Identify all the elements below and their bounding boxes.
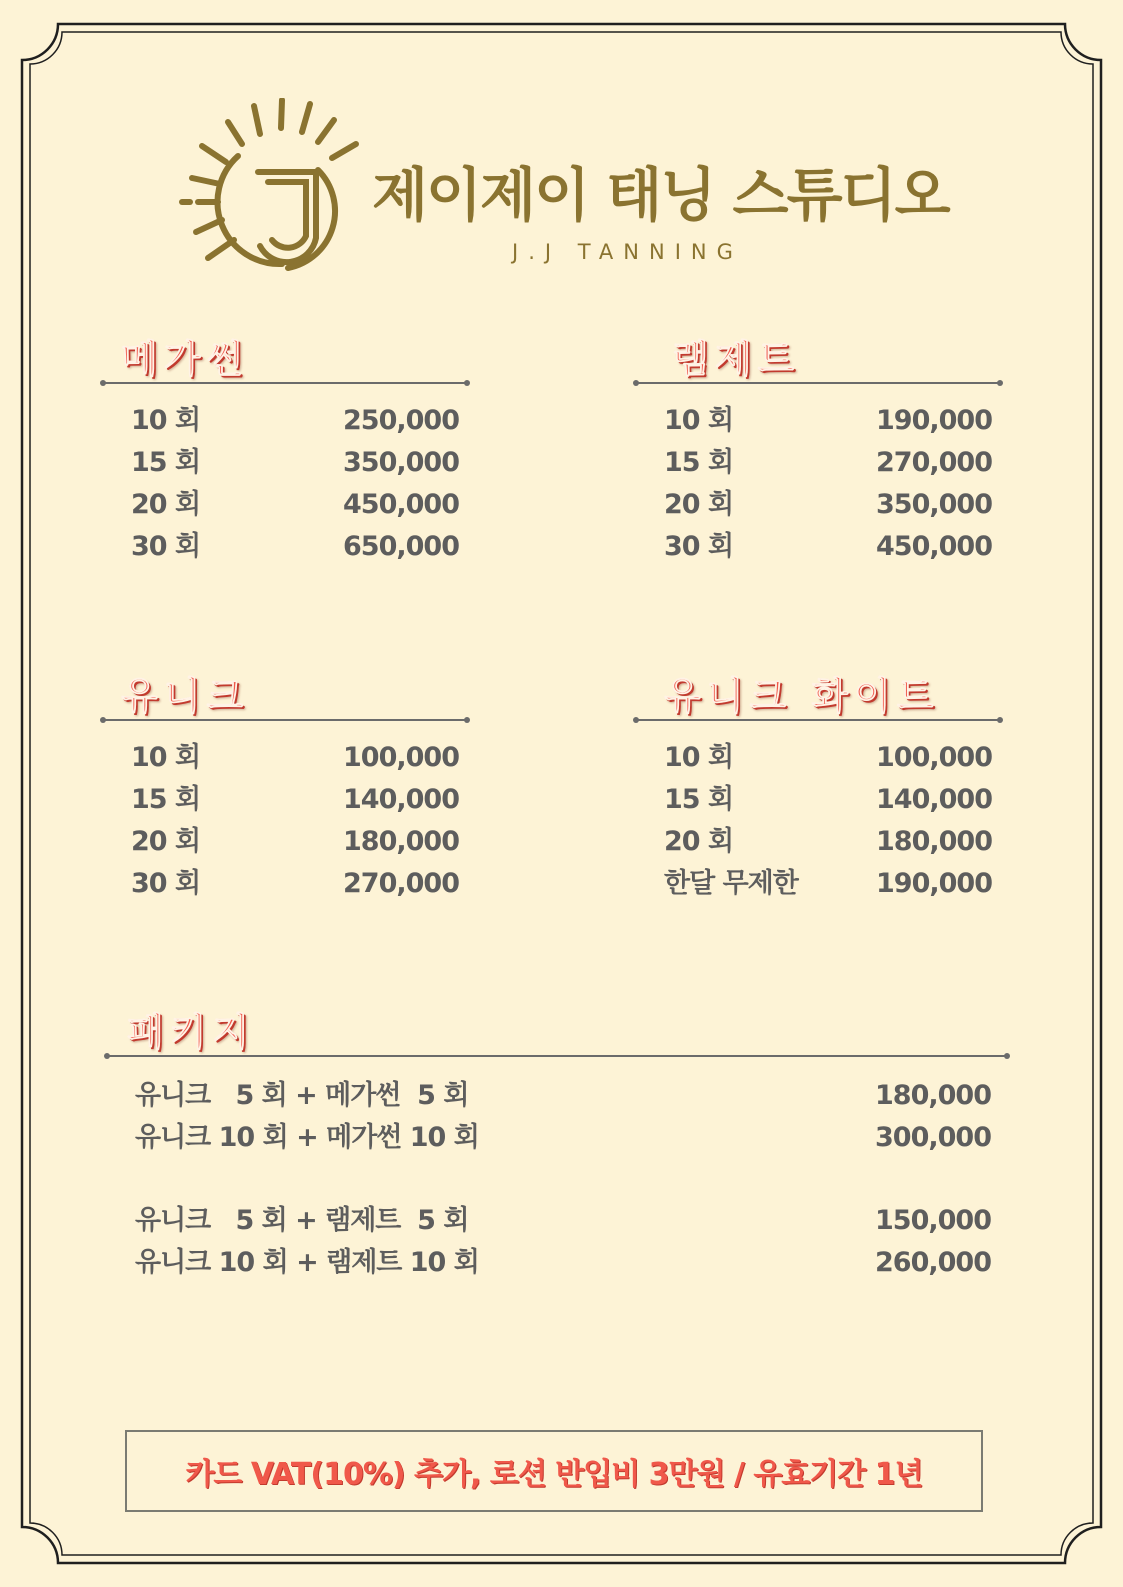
- price-row: [107, 1200, 1007, 1242]
- row-label: 10 회: [131, 742, 201, 773]
- price-row: [103, 779, 467, 821]
- price-row: [103, 863, 467, 905]
- section-title: 유니크: [121, 674, 250, 718]
- price-row: [636, 821, 1000, 863]
- price-row: [107, 1242, 1007, 1284]
- row-price: 180,000: [876, 826, 992, 857]
- row-price: 140,000: [343, 784, 459, 815]
- row-price: 350,000: [343, 447, 459, 478]
- price-row: [107, 1117, 1007, 1159]
- row-price: 180,000: [875, 1080, 991, 1111]
- row-label: 유니크 10 회 + 램제트 10 회: [135, 1247, 479, 1278]
- row-price: 260,000: [875, 1247, 991, 1278]
- row-label: 30 회: [131, 868, 201, 899]
- row-label: 20 회: [131, 489, 201, 520]
- price-row: [103, 526, 467, 568]
- row-label: 10 회: [664, 405, 734, 436]
- row-label: 유니크 5 회 + 램제트 5 회: [135, 1205, 469, 1236]
- row-label: 30 회: [664, 531, 734, 562]
- row-label: 20 회: [131, 826, 201, 857]
- row-price: 100,000: [876, 742, 992, 773]
- row-price: 450,000: [343, 489, 459, 520]
- row-price: 100,000: [343, 742, 459, 773]
- row-price: 270,000: [876, 447, 992, 478]
- row-label: 20 회: [664, 826, 734, 857]
- row-price: 270,000: [343, 868, 459, 899]
- row-price: 180,000: [343, 826, 459, 857]
- row-price: 350,000: [876, 489, 992, 520]
- price-row: [636, 737, 1000, 779]
- row-label: 한달 무제한: [664, 868, 798, 899]
- price-row: [103, 400, 467, 442]
- row-price: 450,000: [876, 531, 992, 562]
- row-label: 10 회: [131, 405, 201, 436]
- price-row: [636, 484, 1000, 526]
- row-price: 190,000: [876, 405, 992, 436]
- price-row: [636, 442, 1000, 484]
- row-price: 300,000: [875, 1122, 991, 1153]
- price-row: [636, 863, 1000, 905]
- section-divider: [103, 719, 467, 721]
- row-label: 10 회: [664, 742, 734, 773]
- section-divider: [636, 382, 1000, 384]
- price-row: [103, 737, 467, 779]
- brand-title: 제이제이 태닝 스튜디오: [372, 161, 949, 229]
- notice-box: 카드 VAT(10%) 추가, 로션 반입비 3만원 / 유효기간 1년: [125, 1430, 983, 1512]
- price-row: [103, 484, 467, 526]
- row-price: 140,000: [876, 784, 992, 815]
- row-price: 250,000: [343, 405, 459, 436]
- price-row: [107, 1075, 1007, 1117]
- section-title: 램제트: [672, 337, 801, 381]
- row-price: 650,000: [343, 531, 459, 562]
- brand-subtitle: J.J TANNING: [512, 240, 743, 264]
- row-label: 30 회: [131, 531, 201, 562]
- section-divider: [636, 719, 1000, 721]
- row-label: 15 회: [664, 784, 734, 815]
- row-label: 유니크 10 회 + 메가썬 10 회: [135, 1122, 479, 1153]
- row-label: 유니크 5 회 + 메가썬 5 회: [135, 1080, 469, 1111]
- price-row: [103, 821, 467, 863]
- section-title: 패키지: [127, 1010, 256, 1054]
- row-label: 15 회: [131, 447, 201, 478]
- section-title: 메가썬: [121, 337, 250, 381]
- row-label: 20 회: [664, 489, 734, 520]
- section-divider: [107, 1055, 1007, 1057]
- section-divider: [103, 382, 467, 384]
- row-price: 150,000: [875, 1205, 991, 1236]
- price-row: [103, 442, 467, 484]
- section-title: 유니크 화이트: [664, 674, 940, 718]
- row-label: 15 회: [664, 447, 734, 478]
- row-price: 190,000: [876, 868, 992, 899]
- sun-j-logo: [178, 98, 378, 278]
- row-label: 15 회: [131, 784, 201, 815]
- price-row: [636, 779, 1000, 821]
- price-row: [636, 526, 1000, 568]
- price-row: [636, 400, 1000, 442]
